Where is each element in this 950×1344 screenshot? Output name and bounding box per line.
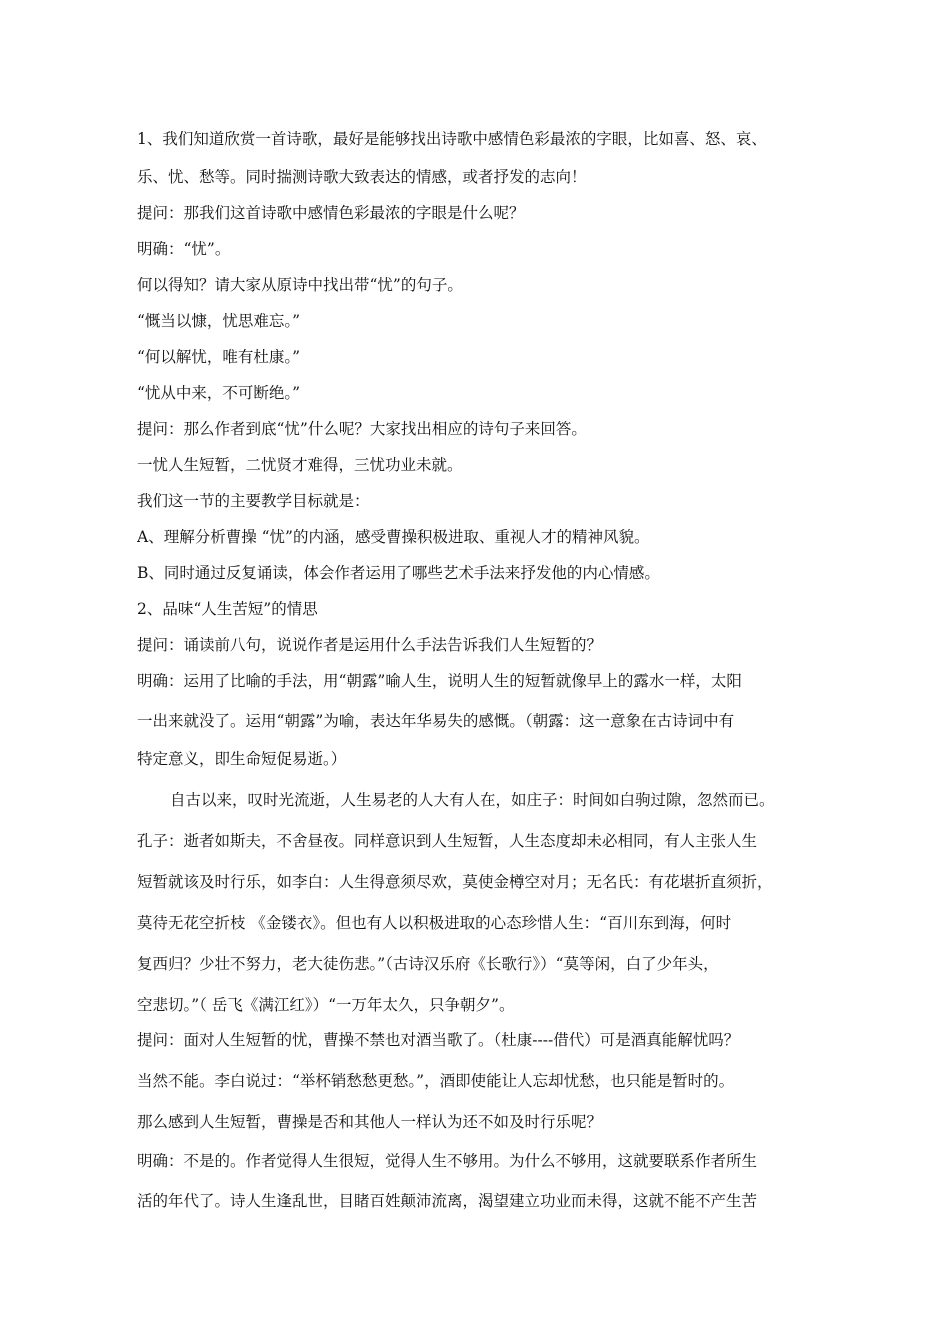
- text-line: 短暂就该及时行乐，如李白：人生得意须尽欢，莫使金樽空对月；无名氏：有花堪折直须折，: [137, 873, 773, 891]
- text-line: 孔子：逝者如斯夫，不舍昼夜。同样意识到人生短暂，人生态度却未必相同，有人主张人生: [137, 832, 758, 850]
- text-line: 明确：运用了比喻的手法，用“朝露”喻人生，说明人生的短暂就像早上的露水一样，太阳: [137, 672, 742, 690]
- text-line: 提问：那我们这首诗歌中感情色彩最浓的字眼是什么呢？: [137, 204, 525, 222]
- text-line: 我们这一节的主要教学目标就是：: [137, 492, 370, 510]
- text-line: 特定意义，即生命短促易逝。）: [137, 750, 347, 768]
- text-line: A、理解分析曹操 “忧”的内涵，感受曹操积极进取、重视人才的精神风貌。: [137, 528, 650, 546]
- text-line: 提问：面对人生短暂的忧，曹操不禁也对酒当歌了。（杜康----借代）可是酒真能解忧吗？: [137, 1031, 740, 1049]
- text-line: 提问：诵读前八句，说说作者是运用什么手法告诉我们人生短暂的？: [137, 636, 603, 654]
- text-line: 空悲切。”（ 岳飞《满江红》）“一万年太久，只争朝夕”。: [137, 996, 515, 1014]
- text-line: 明确：“忧”。: [137, 240, 231, 258]
- text-line: 提问：那么作者到底“忧”什么呢？大家找出相应的诗句子来回答。: [137, 420, 587, 438]
- text-line: 复西归？少壮不努力，老大徒伤悲。”（古诗汉乐府《长歌行》）“莫等闲，白了少年头，: [137, 955, 719, 973]
- text-line: 当然不能。李白说过：“举杯销愁愁更愁。”，酒即使能让人忘却忧愁，也只能是暂时的。: [137, 1072, 735, 1090]
- text-line: 自古以来，叹时光流逝，人生易老的人大有人在，如庄子：时间如白驹过隙，忽然而已。: [170, 791, 775, 809]
- text-line: 活的年代了。诗人生逢乱世，目睹百姓颠沛流离，渴望建立功业而未得，这就不能不产生苦: [137, 1192, 758, 1210]
- text-line: 莫待无花空折枝 《金镂衣》。但也有人以积极进取的心态珍惜人生：“百川东到海，何时: [137, 914, 732, 932]
- text-line: 乐、忧、愁等。同时揣测诗歌大致表达的情感，或者抒发的志向！: [137, 168, 587, 186]
- text-line: 明确：不是的。作者觉得人生很短，觉得人生不够用。为什么不够用，这就要联系作者所生: [137, 1152, 758, 1170]
- text-line: 2、品味“人生苦短”的情思: [137, 600, 318, 618]
- text-line: “慨当以慷，忧思难忘。”: [137, 312, 301, 330]
- text-line: 何以得知？请大家从原诗中找出带“忧”的句子。: [137, 276, 463, 294]
- text-line: 一忧人生短暂，二忧贤才难得，三忧功业未就。: [137, 456, 463, 474]
- text-line: B、同时通过反复诵读，体会作者运用了哪些艺术手法来抒发他的内心情感。: [137, 564, 660, 582]
- text-line: “忧从中来，不可断绝。”: [137, 384, 301, 402]
- text-line: 那么感到人生短暂，曹操是否和其他人一样认为还不如及时行乐呢？: [137, 1113, 603, 1131]
- text-line: “何以解忧，唯有杜康。”: [137, 348, 301, 366]
- text-line: 一出来就没了。运用“朝露”为喻，表达年华易失的感慨。（朝露：这一意象在古诗词中有: [137, 712, 735, 730]
- text-line: 1、我们知道欣赏一首诗歌，最好是能够找出诗歌中感情色彩最浓的字眼，比如喜、怒、哀、: [137, 130, 767, 148]
